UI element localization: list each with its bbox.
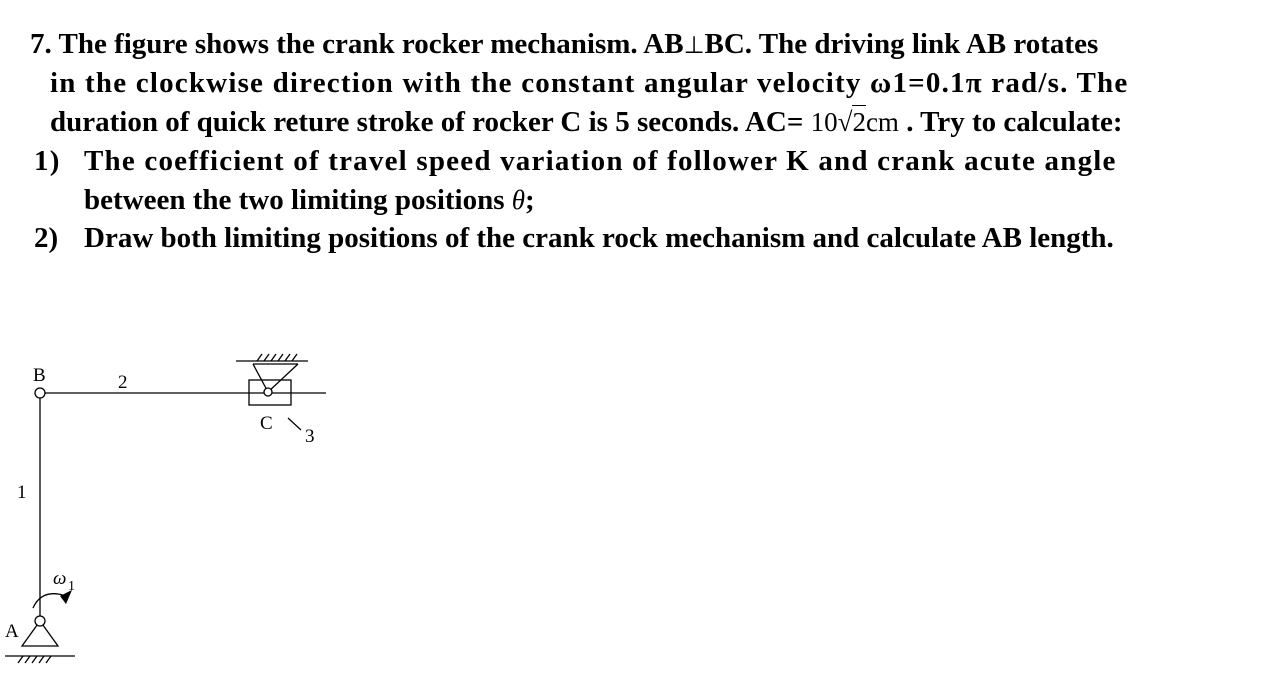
label-c: C — [260, 413, 273, 434]
joint-a — [35, 616, 45, 626]
leader-3 — [288, 418, 301, 430]
question-1-text-cont: between the two limiting positions — [84, 184, 512, 216]
label-link-3: 3 — [305, 426, 315, 447]
problem-line-1 — [30, 27, 1098, 62]
question-1-text: The coefficient of travel speed variation of follower K and crank acute angle — [84, 145, 1117, 177]
problem-line-3-text-end: . Try to calculate: — [898, 106, 1123, 138]
question-2 — [34, 221, 1114, 255]
question-1-end: ; — [525, 184, 535, 216]
joint-c — [264, 388, 272, 396]
problem-line-2: in the clockwise direction with the constant angular velocity ω1=0.1π rad/s. The — [50, 67, 1129, 99]
sqrt-radicand: 2 — [852, 107, 866, 137]
sqrt-symbol: √ — [837, 107, 853, 137]
label-link-2: 2 — [118, 372, 128, 393]
label-omega-sub: 1 — [68, 579, 75, 594]
problem-line-1-text: The figure shows the crank rocker mechanism. AB — [51, 28, 684, 60]
mechanism-figure — [0, 340, 340, 675]
theta-symbol: θ — [511, 185, 526, 215]
mechanism-diagram — [0, 340, 340, 675]
perpendicular-symbol: ⊥ — [683, 31, 705, 59]
label-omega: ω — [53, 568, 67, 589]
ac-coefficient: 10 — [810, 107, 838, 137]
label-link-1: 1 — [17, 482, 27, 503]
problem-statement — [0, 0, 1272, 260]
problem-number: 7. — [30, 28, 52, 60]
label-a: A — [5, 621, 19, 642]
problem-line-1-text-end: BC. The driving link AB rotates — [704, 28, 1099, 60]
ground-top — [236, 354, 308, 361]
question-1-line-1 — [34, 144, 1117, 178]
question-2-number: 2) — [34, 222, 59, 254]
problem-line-3-text: duration of quick reture stroke of rocker C is 5 seconds. AC= — [50, 106, 811, 138]
ac-unit: cm — [865, 107, 899, 137]
question-1-line-2 — [84, 183, 535, 217]
joint-b — [35, 388, 45, 398]
problem-line-3 — [50, 105, 1123, 139]
question-1-number: 1) — [34, 145, 61, 177]
label-b: B — [33, 365, 46, 386]
question-2-text: Draw both limiting positions of the crank rock mechanism and calculate AB length. — [84, 222, 1114, 254]
